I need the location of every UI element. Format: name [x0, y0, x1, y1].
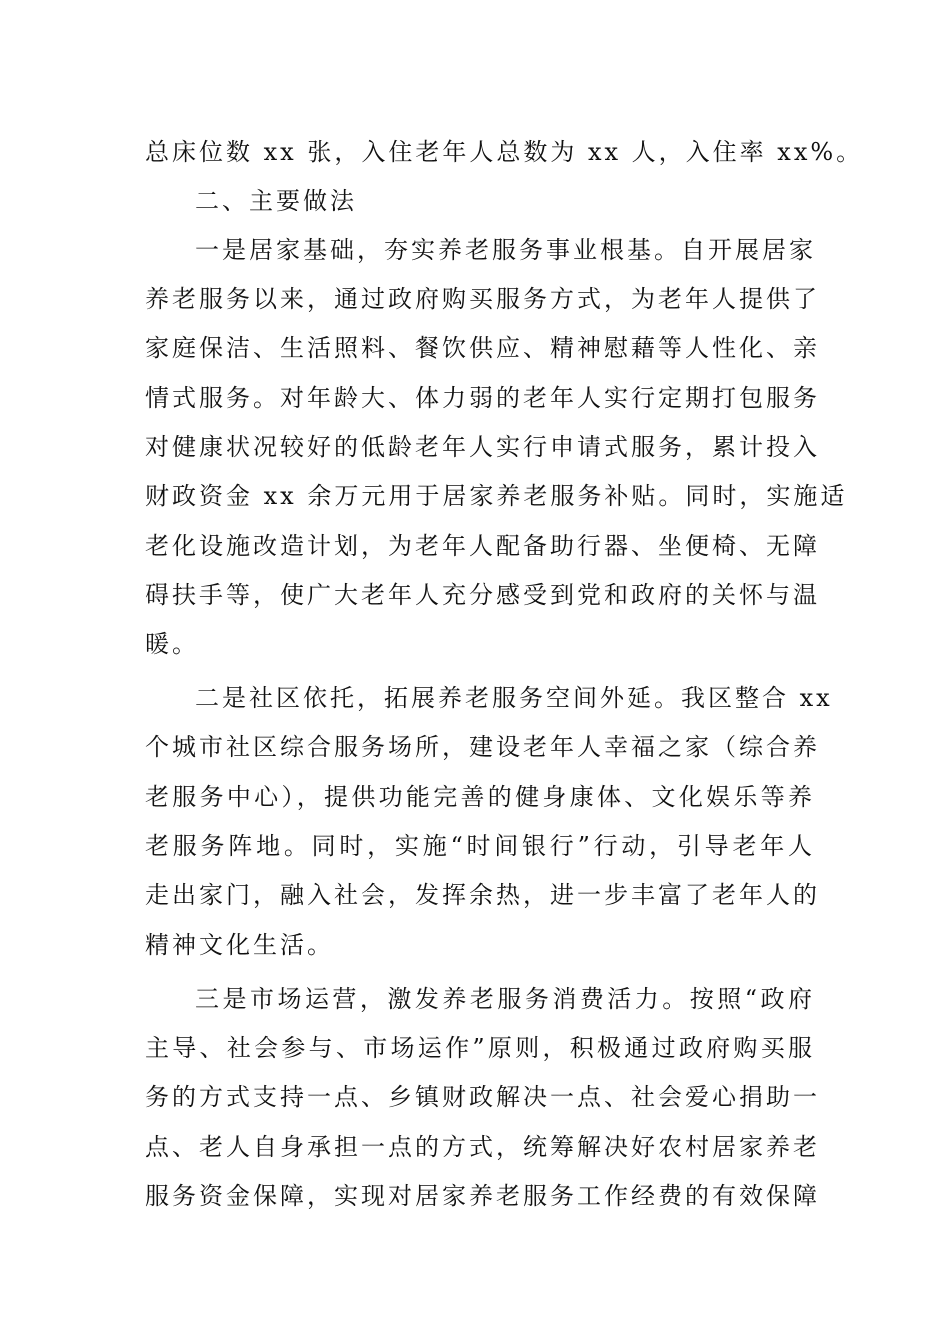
paragraph-line: 碍扶手等，使广大老年人充分感受到党和政府的关怀与温: [145, 581, 820, 609]
paragraph-line: 老化设施改造计划，为老年人配备助行器、坐便椅、无障: [145, 532, 820, 560]
paragraph-line: 家庭保洁、生活照料、餐饮供应、精神慰藉等人性化、亲: [145, 334, 820, 362]
paragraph-line: 个城市社区综合服务场所，建设老年人幸福之家（综合养: [145, 733, 820, 761]
paragraph-line: 主导、社会参与、市场运作”原则，积极通过政府购买服: [145, 1034, 815, 1062]
paragraph-line: 服务资金保障，实现对居家养老服务工作经费的有效保障: [145, 1182, 820, 1210]
paragraph-line: 务的方式支持一点、乡镇财政解决一点、社会爱心捐助一: [145, 1083, 820, 1111]
paragraph-line: 二是社区依托，拓展养老服务空间外延。我区整合 xx: [195, 684, 833, 712]
paragraph-line: 一是居家基础，夯实养老服务事业根基。自开展居家: [195, 236, 816, 264]
paragraph-line: 暖。: [145, 630, 199, 658]
paragraph-line: 养老服务以来，通过政府购买服务方式，为老年人提供了: [145, 285, 820, 313]
paragraph-line: 对健康状况较好的低龄老年人实行申请式服务，累计投入: [145, 433, 820, 461]
paragraph-line: 点、老人自身承担一点的方式，统筹解决好农村居家养老: [145, 1133, 820, 1161]
paragraph-line: 财政资金 xx 余万元用于居家养老服务补贴。同时，实施适: [145, 482, 848, 510]
paragraph-line: 精神文化生活。: [145, 931, 334, 959]
paragraph-line: 老服务中心），提供功能完善的健身康体、文化娱乐等养: [145, 783, 815, 811]
paragraph-line: 走出家门，融入社会，发挥余热，进一步丰富了老年人的: [145, 881, 820, 909]
paragraph-line: 老服务阵地。同时，实施“时间银行”行动，引导老年人: [145, 832, 815, 860]
paragraph-line: 总床位数 xx 张，入住老年人总数为 xx 人，入住率 xx%。: [145, 138, 864, 166]
paragraph-line: 三是市场运营，激发养老服务消费活力。按照“政府: [195, 985, 815, 1013]
section-heading: 二、主要做法: [195, 187, 357, 215]
paragraph-line: 情式服务。对年龄大、体力弱的老年人实行定期打包服务: [145, 384, 820, 412]
